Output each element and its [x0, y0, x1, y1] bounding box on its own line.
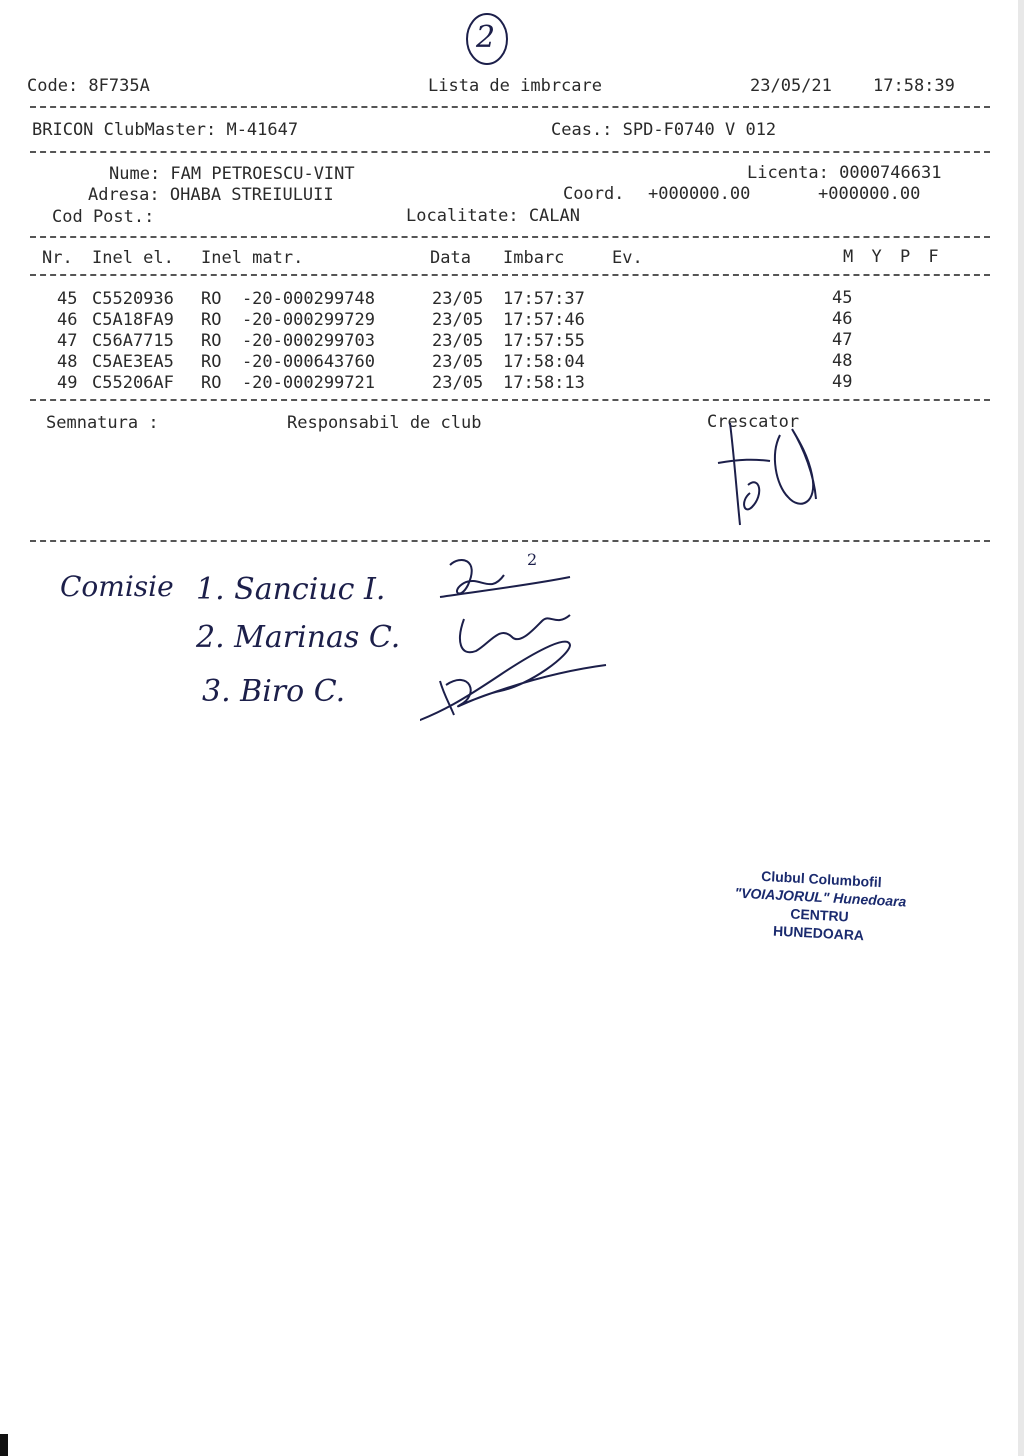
stamp-line: HUNEDOARA — [772, 922, 865, 944]
breeder-label: Crescator — [707, 412, 800, 432]
stamp-line: Clubul Columbofil — [760, 867, 883, 891]
row-nr: 45 — [57, 289, 78, 309]
divider — [30, 540, 990, 542]
row-imbarc: 17:57:55 — [503, 331, 585, 351]
commission-member: 3. Biro C. — [202, 674, 346, 709]
row-data: 23/05 — [432, 352, 484, 372]
club-responsible-label: Responsabil de club — [287, 413, 482, 433]
owner-name: Nume: FAM PETROESCU-VINT — [109, 164, 355, 184]
breeder-signature — [700, 415, 840, 535]
row-m: 46 — [832, 309, 853, 329]
divider — [30, 236, 990, 238]
divider — [30, 151, 990, 153]
row-imbarc: 17:57:46 — [503, 310, 585, 330]
row-m: 47 — [832, 330, 853, 350]
stamp-line: "VOIAJORUL" Hunedoara — [734, 884, 907, 910]
club-stamp — [698, 864, 941, 948]
row-inel-el: C5AE3EA5 — [92, 352, 174, 372]
clubmaster: BRICON ClubMaster: M-41647 — [32, 120, 299, 140]
row-nr: 49 — [57, 373, 78, 393]
row-inel-matr: RO -20-000299721 — [201, 373, 375, 393]
row-imbarc: 17:58:04 — [503, 352, 585, 372]
postal-code: Cod Post.: — [52, 207, 155, 227]
row-data: 23/05 — [432, 331, 484, 351]
row-data: 23/05 — [432, 289, 484, 309]
signature-label: Semnatura : — [46, 413, 159, 433]
commission-label: Comisie — [60, 570, 174, 603]
print-date: 23/05/21 — [750, 76, 832, 96]
row-data: 23/05 — [432, 310, 484, 330]
coord-x: +000000.00 — [648, 184, 751, 204]
row-inel-el: C5520936 — [92, 289, 174, 309]
row-m: 48 — [832, 351, 853, 371]
divider — [30, 274, 990, 276]
coord-y: +000000.00 — [818, 184, 921, 204]
col-data: Data — [430, 248, 471, 268]
superscript-note: 2 — [527, 550, 538, 569]
page-number: 2 — [476, 20, 496, 55]
code: Code: 8F735A — [27, 76, 150, 96]
commission-member: 1. Sanciuc I. — [196, 572, 386, 607]
row-data: 23/05 — [432, 373, 484, 393]
document-title: Lista de imbrcare — [428, 76, 602, 96]
row-inel-matr: RO -20-000643760 — [201, 352, 375, 372]
print-time: 17:58:39 — [873, 76, 955, 96]
row-m: 45 — [832, 288, 853, 308]
col-nr: Nr. — [42, 248, 73, 268]
row-inel-matr: RO -20-000299729 — [201, 310, 375, 330]
row-imbarc: 17:58:13 — [503, 373, 585, 393]
commission-member: 2. Marinas C. — [196, 620, 401, 655]
licence: Licenta: 0000746631 — [747, 163, 942, 183]
row-inel-matr: RO -20-000299748 — [201, 289, 375, 309]
col-imbarc: Imbarc — [503, 248, 565, 268]
ceas: Ceas.: SPD-F0740 V 012 — [551, 120, 777, 140]
row-imbarc: 17:57:37 — [503, 289, 585, 309]
row-inel-matr: RO -20-000299703 — [201, 331, 375, 351]
divider — [30, 106, 990, 108]
col-ev: Ev. — [612, 248, 643, 268]
row-nr: 46 — [57, 310, 78, 330]
locality: Localitate: CALAN — [406, 206, 580, 226]
row-nr: 47 — [57, 331, 78, 351]
row-inel-el: C55206AF — [92, 373, 174, 393]
stamp-line: CENTRU — [789, 905, 850, 925]
col-inel-matr: Inel matr. — [201, 248, 304, 268]
row-inel-el: C5A18FA9 — [92, 310, 174, 330]
scan-edge — [1018, 0, 1024, 1456]
row-inel-el: C56A7715 — [92, 331, 174, 351]
divider — [30, 399, 990, 401]
col-m-y-p-f: M Y P F — [843, 247, 943, 267]
scan-corner-mark — [0, 1434, 8, 1456]
row-m: 49 — [832, 372, 853, 392]
col-inel-el: Inel el. — [92, 248, 174, 268]
coord-label: Coord. — [563, 184, 625, 204]
address: Adresa: OHABA STREIULUII — [88, 185, 334, 205]
row-nr: 48 — [57, 352, 78, 372]
commission-signatures — [420, 545, 620, 735]
